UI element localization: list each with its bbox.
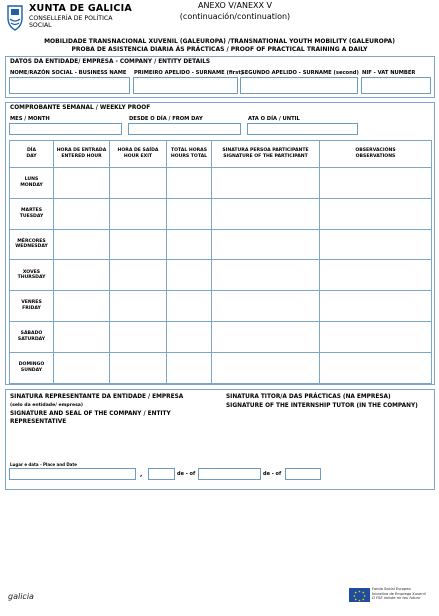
table-header-row	[10, 141, 432, 168]
signature-cell[interactable]	[212, 229, 320, 260]
of-separator-1: de - of	[177, 471, 196, 477]
observations-cell[interactable]	[320, 352, 432, 383]
signature-cell[interactable]	[212, 260, 320, 291]
place-field[interactable]	[9, 468, 136, 480]
eu-fund-text	[372, 587, 426, 601]
until-day-label: ATA O DÍA / UNTIL	[248, 116, 300, 122]
total-hours-cell[interactable]	[167, 321, 212, 352]
header-participant-signature: SINATURA PERSOA PARTICIPANTE SIGNATURE OF THE PARTICIPANT	[212, 141, 320, 168]
brand-name: XUNTA DE GALICIA	[29, 3, 132, 14]
annex-label: ANEXO V/ANEXX V	[198, 1, 272, 10]
table-row	[10, 352, 432, 383]
tutor-signature-label-en: SIGNATURE OF THE INTERNSHIP TUTOR (IN THE COMPANY)	[226, 403, 418, 409]
first-surname-label: PRIMEIRO APELIDO - SURNAME (first)	[134, 70, 244, 76]
day-cell: MARTES TUESDAY	[10, 198, 54, 229]
place-date-label: Lugar e data - Place and Date	[10, 462, 77, 467]
brand-subtitle	[29, 15, 112, 30]
exit-hour-cell[interactable]	[110, 260, 167, 291]
header-exit-hour: HORA DE SAÍDA HOUR EXIT	[110, 141, 167, 168]
table-row	[10, 321, 432, 352]
business-name-field[interactable]	[9, 77, 130, 94]
attendance-table	[9, 140, 432, 384]
header-entry-hour: HORA DE ENTRADA ENTERED HOUR	[54, 141, 110, 168]
representative-signature-label: SINATURA REPRESENTANTE DA ENTIDADE / EMPRESA	[10, 394, 184, 400]
first-surname-field[interactable]	[133, 77, 238, 94]
until-day-field[interactable]	[247, 123, 358, 135]
representative-label-en: REPRESENTATIVE	[10, 419, 67, 425]
exit-hour-cell[interactable]	[110, 198, 167, 229]
table-row	[10, 260, 432, 291]
total-hours-cell[interactable]	[167, 352, 212, 383]
entry-hour-cell[interactable]	[54, 260, 110, 291]
page-title: MOBILIDADE TRANSNACIONAL XUVENIL (GALEUROPA) /TRANSNATIONAL YOUTH MOBILITY (GALEUROPA)	[44, 38, 395, 45]
from-day-label: DESDE O DÍA / FROM DAY	[129, 116, 203, 122]
business-name-label: NOME/RAZÓN SOCIAL - BUSINESS NAME	[10, 70, 127, 76]
table-row	[10, 168, 432, 199]
year-field[interactable]	[285, 468, 321, 480]
total-hours-cell[interactable]	[167, 198, 212, 229]
signature-cell[interactable]	[212, 168, 320, 199]
entry-hour-cell[interactable]	[54, 291, 110, 322]
observations-cell[interactable]	[320, 168, 432, 199]
nif-label: NIF - VAT NUMBER	[362, 70, 416, 76]
table-row	[10, 291, 432, 322]
signature-cell[interactable]	[212, 198, 320, 229]
second-surname-label: SEGUNDO APELIDO - SURNAME (second)	[241, 70, 359, 76]
day-cell: XOVES THURSDAY	[10, 260, 54, 291]
eu-fund-line-2: Iniciativa de Emprego Xuvenil	[372, 591, 426, 596]
month-label: MES / MONTH	[10, 116, 50, 122]
exit-hour-cell[interactable]	[110, 229, 167, 260]
eu-flag-icon	[349, 588, 370, 602]
exit-hour-cell[interactable]	[110, 352, 167, 383]
signature-cell[interactable]	[212, 291, 320, 322]
total-hours-cell[interactable]	[167, 260, 212, 291]
company-seal-label: (selo da entidade/ empresa)	[10, 403, 83, 408]
entity-section-title: DATOS DA ENTIDADE/ EMPRESA - COMPANY / ENTITY DETAILS	[10, 59, 211, 65]
entry-hour-cell[interactable]	[54, 352, 110, 383]
entry-hour-cell[interactable]	[54, 229, 110, 260]
galicia-logo: galicia	[8, 592, 34, 601]
day-cell: MÉRCORES WEDNESDAY	[10, 229, 54, 260]
observations-cell[interactable]	[320, 229, 432, 260]
weekly-section-title: COMPROBANTE SEMANAL / WEEKLY PROOF	[10, 105, 151, 111]
month-field[interactable]	[9, 123, 122, 135]
day-cell: DOMINGO SUNDAY	[10, 352, 54, 383]
comma-separator: ,	[140, 471, 143, 478]
signature-cell[interactable]	[212, 321, 320, 352]
page-subtitle: PROBA DE ASISTENCIA DIARIA ÁS PRÁCTICAS / PROOF OF PRACTICAL TRAINING A DAILY	[71, 46, 368, 53]
total-hours-cell[interactable]	[167, 291, 212, 322]
header-total-hours: TOTAL HORAS HOURS TOTAL	[167, 141, 212, 168]
exit-hour-cell[interactable]	[110, 168, 167, 199]
observations-cell[interactable]	[320, 198, 432, 229]
from-day-field[interactable]	[128, 123, 241, 135]
brand-subtitle-line-2: SOCIAL	[29, 22, 52, 30]
of-separator-2: de - of	[263, 471, 282, 477]
tutor-signature-label: SINATURA TITOR/A DAS PRÁCTICAS (NA EMPRESA)	[226, 394, 391, 400]
eu-fund-line-1: Fondo Social Europeo	[372, 587, 411, 591]
day-cell: SÁBADO SATURDAY	[10, 321, 54, 352]
signature-cell[interactable]	[212, 352, 320, 383]
annex-continuation: (continuación/continuation)	[179, 12, 291, 21]
eu-fund-line-3: O FSE inviste no teu futuro	[372, 596, 421, 601]
brand-subtitle-line-1: CONSELLERÍA DE POLÍTICA	[29, 15, 113, 22]
second-surname-field[interactable]	[240, 77, 358, 94]
table-row	[10, 229, 432, 260]
header-day: DÍA DAY	[10, 141, 54, 168]
entry-hour-cell[interactable]	[54, 168, 110, 199]
exit-hour-cell[interactable]	[110, 291, 167, 322]
observations-cell[interactable]	[320, 260, 432, 291]
observations-cell[interactable]	[320, 321, 432, 352]
month-text-field[interactable]	[198, 468, 261, 480]
observations-cell[interactable]	[320, 291, 432, 322]
day-cell: VENRES FRIDAY	[10, 291, 54, 322]
header-observations: OBSERVACIÓNS OBSERVATIONS	[320, 141, 432, 168]
nif-field[interactable]	[361, 77, 431, 94]
day-cell: LUNS MONDAY	[10, 168, 54, 199]
table-row	[10, 198, 432, 229]
total-hours-cell[interactable]	[167, 229, 212, 260]
exit-hour-cell[interactable]	[110, 321, 167, 352]
representative-signature-label-en: SIGNATURE AND SEAL OF THE COMPANY / ENTITY	[10, 411, 171, 417]
xunta-crest-icon	[5, 4, 25, 32]
entry-hour-cell[interactable]	[54, 198, 110, 229]
total-hours-cell[interactable]	[167, 168, 212, 199]
day-field[interactable]	[148, 468, 175, 480]
entry-hour-cell[interactable]	[54, 321, 110, 352]
